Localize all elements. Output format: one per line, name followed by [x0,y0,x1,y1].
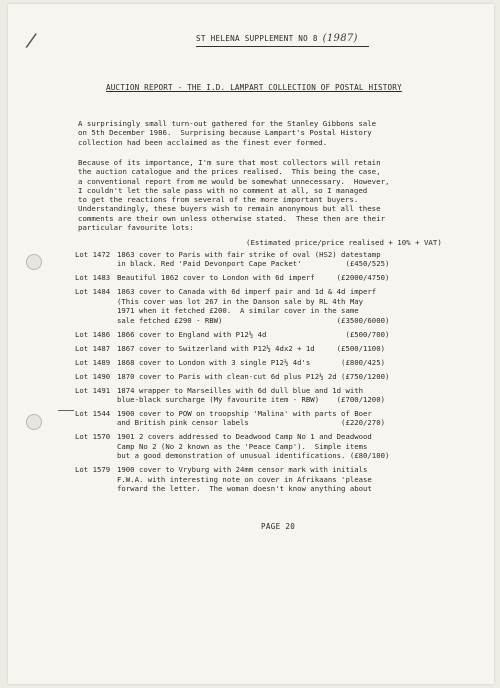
pencil-mark: / [24,27,39,53]
page-header [196,33,358,44]
lot-entry [75,465,485,493]
lot-description: 1874 wrapper to Marseilles with 6d dull blue and 1d with blue-black surcharge (My favourite item - RBW) (£700/1200) [117,385,385,405]
lot-number: Lot 1486 [75,329,111,339]
lot-description: 1870 cover to Paris with clean-cut 6d plus P12½ 2d (£750/1200) [117,371,390,381]
body-paragraph: Because of its importance, I'm sure that most collectors will retain the auction catalogue and the prices realised. This being the case, a conventional report from me would be somewhat unnecessary. However, I couldn't let the sale pass with no comment at all, so I managed to get the reactions from several of the more important buyers. Understandingly, these buyers wish to remain anonymous but all these comments are their own unless otherwise stated. These then are their particular favourite lots: [78,158,390,233]
lot-entry [75,386,485,405]
lot-number: Lot 1490 [75,371,111,381]
header-text: ST HELENA SUPPLEMENT NO 8 [196,34,318,43]
lot-description: 1900 cover to Vryburg with 24mm censor mark with initials F.W.A. with interesting note on cover in Afrikaans 'please forward the letter. The woman doesn't know anything about [117,465,372,494]
lot-number: Lot 1489 [75,357,111,367]
lot-entry [75,287,485,325]
lot-entry [75,358,485,367]
lot-description: 1863 cover to Paris with fair strike of oval (HS2) datestamp in black. Red 'Paid Devonport Cape Packet' (£450/525) [117,250,390,269]
lot-entry [75,250,485,269]
intro-paragraph: A surprisingly small turn-out gathered for the Stanley Gibbons sale on 5th December 1986. Surprising because Lampart's Postal History collection had been acclaimed as the finest ever formed. [78,119,377,147]
punch-hole [26,254,42,270]
price-note: (Estimated price/price realised + 10% + VAT) [246,238,442,247]
lot-number: Lot 1487 [75,343,111,353]
pencil-mark [58,410,74,411]
lot-description: 1868 cover to London with 3 single P12½ 4d's (£800/425) [117,357,385,367]
handwritten-year: (1987) [322,33,358,44]
lot-entry [75,330,485,339]
lot-description: 1901 2 covers addressed to Deadwood Camp No 1 and Deadwood Camp No 2 (No 2 known as the 'Peace Camp'). Simple items but a good demonstration of unusual identifications. (£80/100) [117,432,390,461]
lot-entry [75,432,485,460]
lot-description: 1866 cover to England with P12½ 4d (£500/700) [117,329,390,339]
lot-number: Lot 1544 [75,409,111,419]
lot-number: Lot 1484 [75,287,111,297]
lot-number: Lot 1472 [75,250,111,259]
lot-description: 1863 cover to Canada with 6d imperf pair and 1d & 4d imperf (This cover was lot 267 in the Danson sale by RL 4th May 1971 when it fetched £200. A similar cover in the same sale fetched £290 - RBW) (£3500/6000) [117,287,390,325]
lot-entry [75,273,485,282]
header-rule [196,46,369,47]
lot-entry [75,344,485,353]
punch-hole [26,414,42,430]
page-number: PAGE 20 [261,522,296,531]
lot-entry [75,372,485,381]
lot-number: Lot 1579 [75,465,111,475]
lot-list [75,250,485,498]
article-title: AUCTION REPORT - THE I.D. LAMPART COLLECTION OF POSTAL HISTORY [106,83,402,92]
lot-number: Lot 1483 [75,273,111,283]
lot-entry [75,409,485,428]
lot-number: Lot 1491 [75,385,111,395]
lot-description: Beautiful 1862 cover to London with 6d imperf (£2000/4750) [117,273,390,283]
lot-number: Lot 1570 [75,432,111,442]
lot-description: 1900 cover to POW on troopship 'Malina' with parts of Boer and British pink censor labels (£220/270) [117,409,385,428]
lot-description: 1867 cover to Switzerland with P12½ 4dx2 + 1d (£500/1100) [117,343,385,353]
